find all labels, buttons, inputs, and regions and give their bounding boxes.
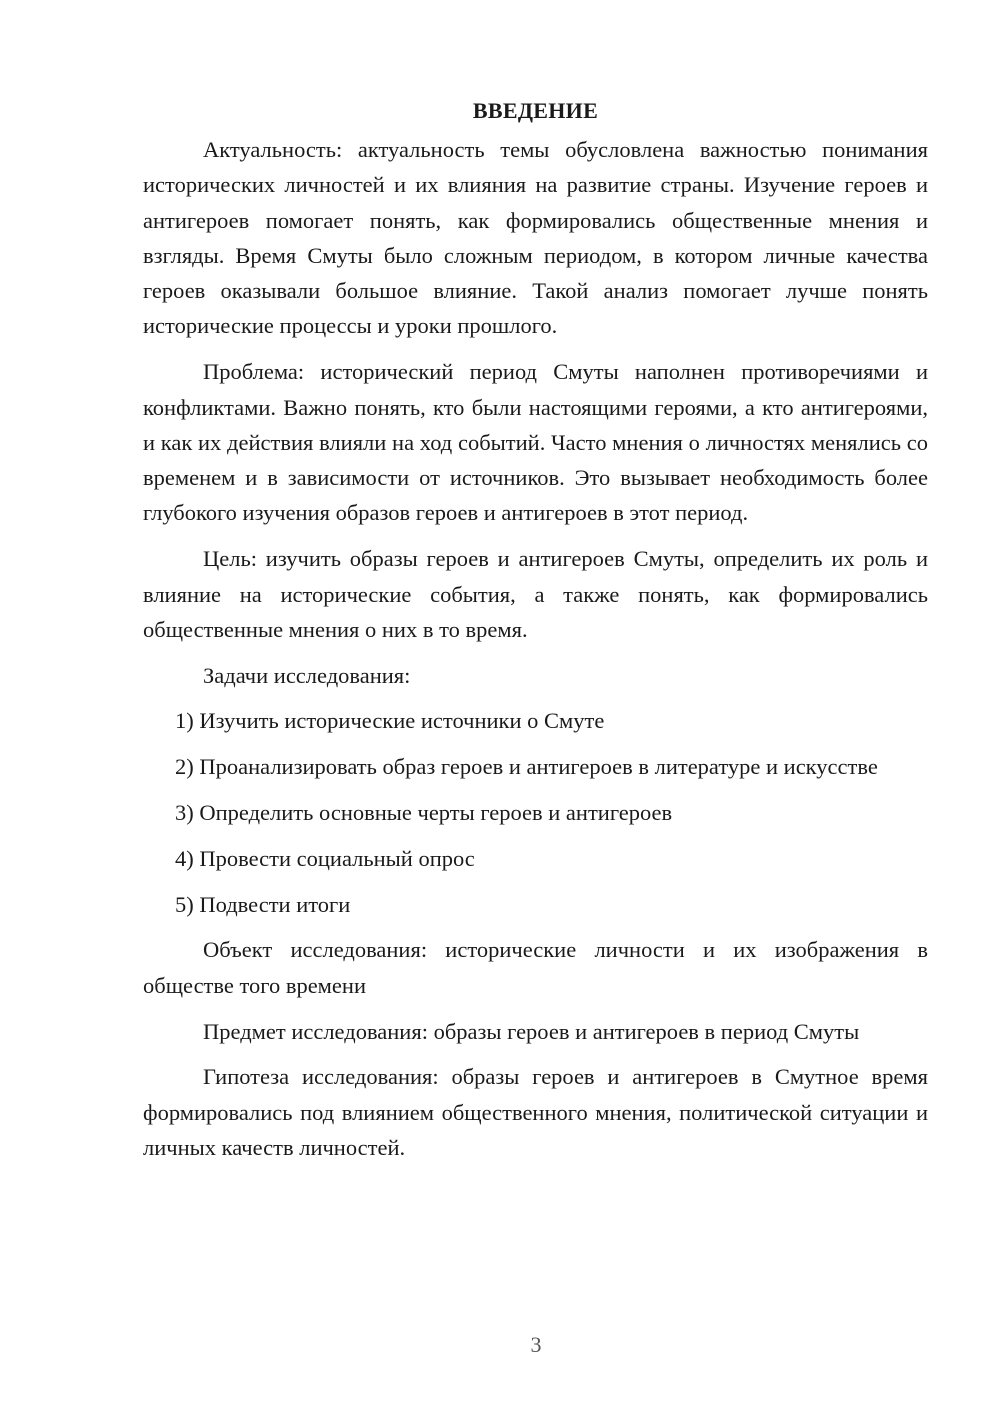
task-item-2: 2) Проанализировать образ героев и антигероев в литературе и искусстве xyxy=(175,754,878,780)
task-item-4: 4) Провести социальный опрос xyxy=(175,845,475,871)
task-item-1: 1) Изучить исторические источники о Смуте xyxy=(175,708,605,734)
paragraph-tasks-title: Задачи исследования: xyxy=(203,662,411,688)
paragraph-object: Объект исследования: исторические личности и их изображения в обществе того времени xyxy=(143,937,928,998)
document-page xyxy=(143,96,928,1176)
paragraph-problem: Проблема: исторический период Смуты наполнен противоречиями и конфликтами. Важно понять, кто были настоящими героями, а кто антигероями, и как их действия влияли на ход событий. Часто мнения о личностях менялись со временем и в зависимости от источников. Это вызывает необходимость более глубокого изучения образов героев и антигероев в этот период. xyxy=(143,359,928,526)
task-item-3: 3) Определить основные черты героев и антигероев xyxy=(175,800,673,826)
paragraph-goal: Цель: изучить образы героев и антигероев Смуты, определить их роль и влияние на исторические события, а также понять, как формировались общественные мнения о них в то время. xyxy=(143,546,928,642)
page-number: 3 xyxy=(530,1332,542,1357)
task-item-5: 5) Подвести итоги xyxy=(175,891,351,917)
paragraph-subject: Предмет исследования: образы героев и антигероев в период Смуты xyxy=(203,1018,860,1044)
paragraph-hypothesis: Гипотеза исследования: образы героев и антигероев в Смутное время формировались под влиянием общественного мнения, политической ситуации и личных качеств личностей. xyxy=(143,1064,928,1160)
section-heading: ВВЕДЕНИЕ xyxy=(472,98,599,123)
paragraph-relevance: Актуальность: актуальность темы обусловлена важностью понимания исторических личностей и их влияния на развитие страны. Изучение героев и антигероев помогает понять, как формировались общественные мнения и взгляды. Время Смуты было сложным периодом, в котором личные качества героев оказывали большое влияние. Такой анализ помогает лучше понять исторические процессы и уроки прошлого. xyxy=(143,137,928,339)
